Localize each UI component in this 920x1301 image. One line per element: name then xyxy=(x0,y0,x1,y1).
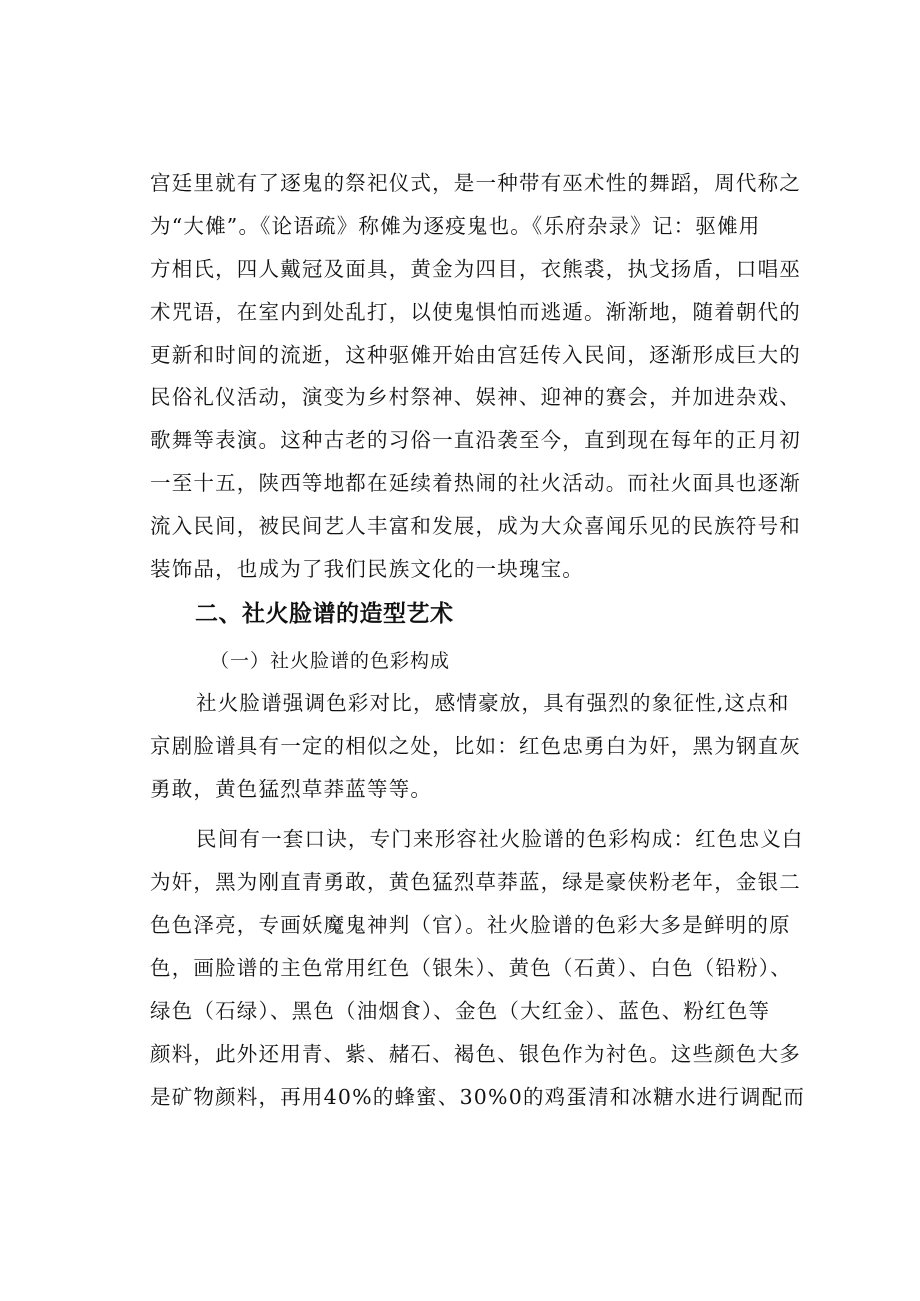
subsection-heading: （一）社火脸谱的色彩构成 xyxy=(210,650,451,672)
paragraph-line: 民间有一套口诀，专门来形容社火脸谱的色彩构成：红色忠义白 xyxy=(196,827,804,851)
section-heading: 二、社火脸谱的造型艺术 xyxy=(195,601,454,627)
paragraph-line: 社火脸谱强调色彩对比，感情豪放，具有强烈的象征性,这点和 xyxy=(196,691,790,715)
paragraph-line: 颜料，此外还用青、紫、赭石、褐色、银色作为衬色。这些颜色大多 xyxy=(150,1042,801,1066)
paragraph-line: 色，画脸谱的主色常用红色（银朱）、黄色（石黄）、白色（铅粉）、 xyxy=(150,956,792,980)
paragraph-line: 京剧脸谱具有一定的相似之处，比如：红色忠勇白为奸，黑为钢直灰 xyxy=(150,734,801,758)
paragraph-line: 更新和时间的流逝，这种驱傩开始由宫廷传入民间，逐渐形成巨大的 xyxy=(150,343,801,367)
paragraph-line: 方相氏，四人戴冠及面具，黄金为四目，衣熊裘，执戈扬盾，口唱巫 xyxy=(150,257,801,281)
paragraph-line: 为“大傩”。《论语疏》称傩为逐疫鬼也。《乐府杂录》记：驱傩用 xyxy=(150,214,761,238)
paragraph-line: 勇敢，黄色猛烈草莽蓝等等。 xyxy=(150,777,433,801)
paragraph-line: 是矿物颜料，再用40%的蜂蜜、30%0的鸡蛋清和冰糖水进行调配而 xyxy=(150,1085,806,1109)
paragraph-line: 术咒语，在室内到处乱打，以使鬼惧怕而逃遁。渐渐地，随着朝代的 xyxy=(150,300,801,324)
paragraph-line: 流入民间，被民间艺人丰富和发展，成为大众喜闻乐见的民族符号和 xyxy=(150,514,801,538)
paragraph-line: 一至十五，陕西等地都在延续着热闹的社火活动。而社火面具也逐渐 xyxy=(150,471,801,495)
paragraph-line: 宫廷里就有了逐鬼的祭祀仪式，是一种带有巫术性的舞蹈，周代称之 xyxy=(150,171,801,195)
paragraph-line: 装饰品，也成为了我们民族文化的一块瑰宝。 xyxy=(150,557,584,581)
paragraph-line: 为奸，黑为刚直青勇敢，黄色猛烈草莽蓝，绿是豪侠粉老年，金银二 xyxy=(150,870,801,894)
paragraph-line: 民俗礼仪活动，演变为乡村祭神、娱神、迎神的赛会，并加进杂戏、 xyxy=(150,385,801,409)
paragraph-line: 歌舞等表演。这种古老的习俗一直沿袭至今，直到现在每年的正月初 xyxy=(150,428,801,452)
paragraph-line: 绿色（石绿）、黑色（油烟食）、金色（大红金）、蓝色、粉红色等 xyxy=(150,999,771,1023)
paragraph-line: 色色泽亮，专画妖魔鬼神判（官）。社火脸谱的色彩大多是鲜明的原 xyxy=(150,913,791,937)
